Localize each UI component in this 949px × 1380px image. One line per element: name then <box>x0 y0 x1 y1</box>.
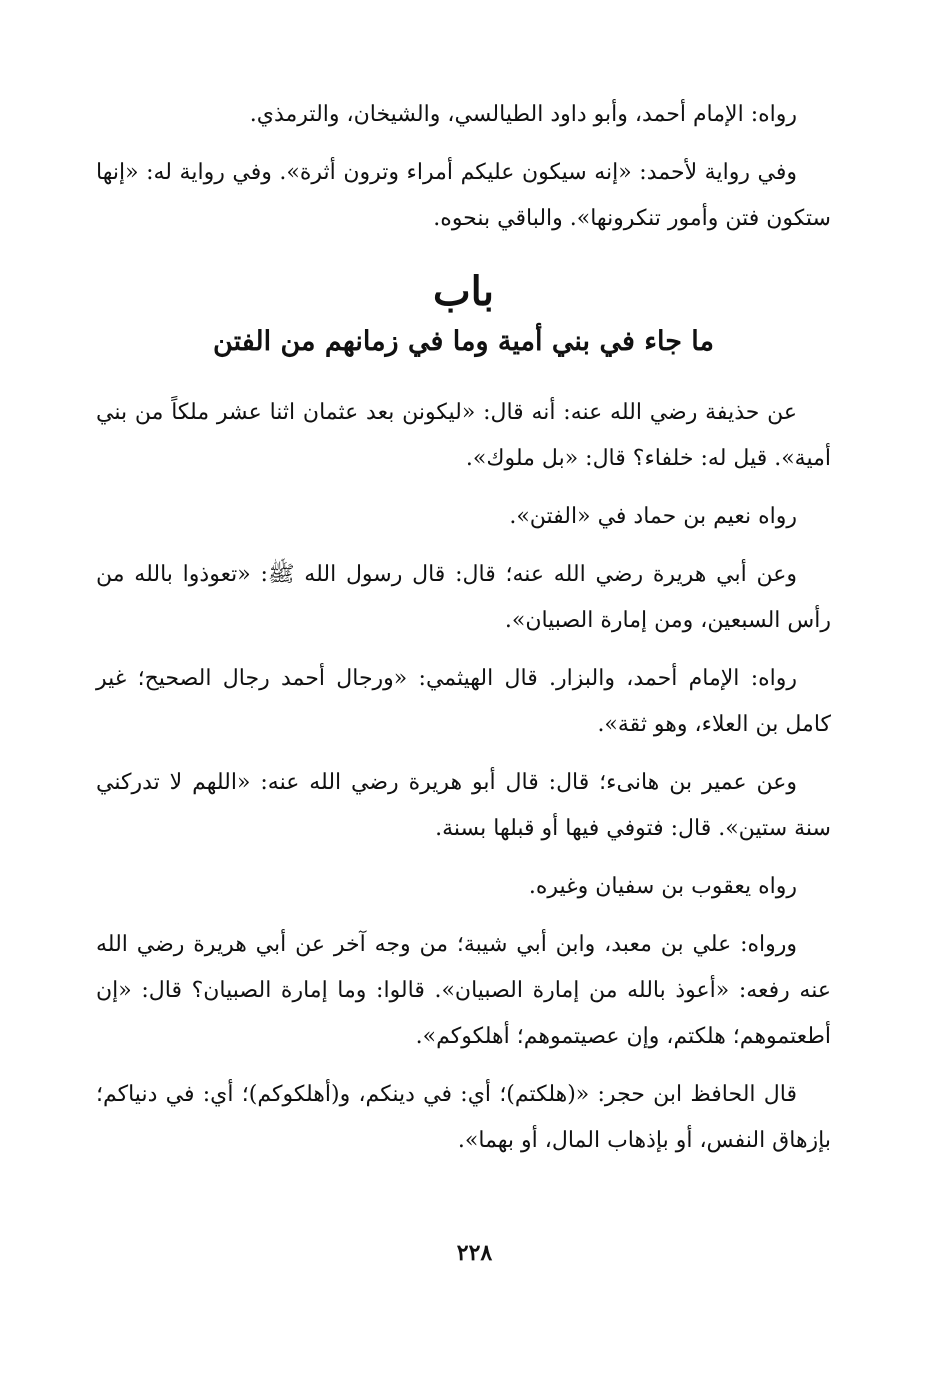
paragraph-umayr: وعن عمير بن هانىء؛ قال: قال أبو هريرة رضي الله عنه: «اللهم لا تدركني سنة ستين». قال: فتوفي فيها أو قبلها بسنة. <box>96 770 831 841</box>
paragraph-ali-ibn-mabad: ورواه: علي بن معبد، وابن أبي شيبة؛ من وجه آخر عن أبي هريرة رضي الله عنه رفعه: «أعوذ بالله من إمارة الصبيان». قالوا: وما إمارة الصبيان؟ قال: «إن أطعتموهم؛ هلكتم، وإن عصيتموهم؛ أهلكوكم». <box>96 932 831 1049</box>
paragraph-hudhayfah: عن حذيفة رضي الله عنه: أنه قال: «ليكونن بعد عثمان اثنا عشر ملكاً من بني أمية». قيل له: خلفاء؟ قال: «بل ملوك». <box>96 400 831 471</box>
chapter-title: ما جاء في بني أمية وما في زمانهم من الفتن <box>213 326 714 357</box>
paragraph-haythami: رواه: الإمام أحمد، والبزار. قال الهيثمي: «ورجال أحمد رجال الصحيح؛ غير كامل بن العلاء، وهو ثقة». <box>96 666 831 737</box>
paragraph-nuaym: رواه نعيم بن حماد في «الفتن». <box>509 504 797 529</box>
paragraph-yaqub: رواه يعقوب بن سفيان وغيره. <box>528 874 797 899</box>
paragraph-abu-hurayrah: وعن أبي هريرة رضي الله عنه؛ قال: قال رسول الله ﷺ: «تعوذوا بالله من رأس السبعين، ومن إمارة الصبيان». <box>96 562 831 633</box>
page-body <box>96 92 831 1176</box>
paragraph-narration-1: رواه: الإمام أحمد، وأبو داود الطيالسي، والشيخان، والترمذي. <box>249 102 797 127</box>
paragraph-ibn-hajar: قال الحافظ ابن حجر: «(هلكتم)؛ أي: في دينكم، و(أهلكوكم)؛ أي: في دنياكم؛ بإزهاق النفس، أو بإذهاب المال، أو بهما». <box>96 1082 831 1153</box>
chapter-label: باب <box>433 268 494 315</box>
page-number: ٢٢٨ <box>456 1240 493 1266</box>
paragraph-ahmad-variant: وفي رواية لأحمد: «إنه سيكون عليكم أمراء وترون أثرة». وفي رواية له: «إنها ستكون فتن وأمور تنكرونها». والباقي بنحوه. <box>96 160 831 231</box>
